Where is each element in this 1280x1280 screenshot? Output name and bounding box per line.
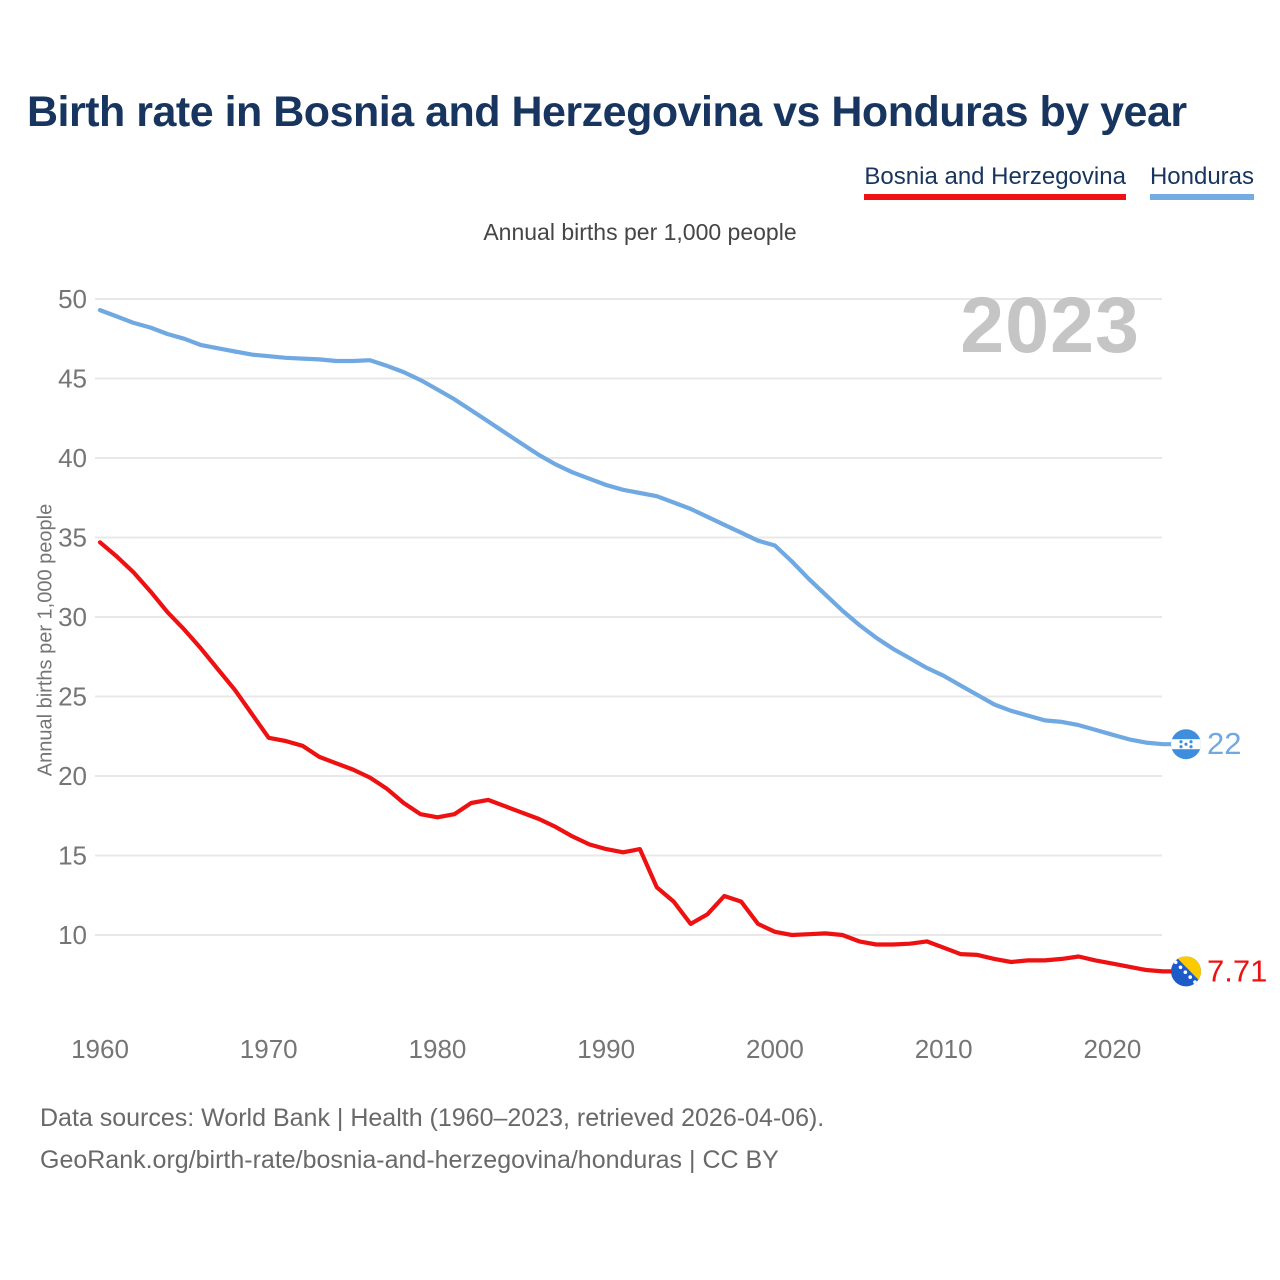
x-tick-label: 2010 — [914, 1034, 973, 1064]
x-tick-label: 1990 — [577, 1034, 636, 1064]
x-tick-label: 2000 — [745, 1034, 804, 1064]
legend-item-bosnia[interactable]: Bosnia and Herzegovina — [864, 163, 1126, 200]
y-tick-label: 30 — [58, 602, 87, 632]
footer-attribution: GeoRank.org/birth-rate/bosnia-and-herzegovina/honduras | CC BY — [40, 1146, 779, 1174]
footer-data-sources: Data sources: World Bank | Health (1960–2023, retrieved 2026-04-06). — [40, 1104, 825, 1132]
y-axis-label: Annual births per 1,000 people — [34, 503, 57, 777]
chart-subtitle: Annual births per 1,000 people — [483, 219, 797, 245]
honduras-flag-icon — [1171, 729, 1201, 759]
legend-item-honduras[interactable]: Honduras — [1150, 163, 1254, 200]
series-line-honduras — [100, 310, 1171, 744]
y-tick-label: 20 — [58, 761, 87, 791]
y-tick-label: 40 — [58, 443, 87, 473]
page-title: Birth rate in Bosnia and Herzegovina vs Honduras by year — [27, 88, 1187, 136]
y-tick-label: 10 — [58, 920, 87, 950]
bosnia-end-value: 7.71 — [1207, 953, 1268, 989]
series-line-bosnia — [100, 542, 1171, 971]
honduras-end-value: 22 — [1207, 726, 1242, 762]
bosnia-flag-icon — [1171, 956, 1201, 986]
y-tick-label: 25 — [58, 681, 87, 712]
x-tick-label: 1980 — [408, 1034, 467, 1064]
x-tick-label: 1960 — [71, 1034, 129, 1064]
x-tick-label: 2020 — [1083, 1034, 1142, 1064]
year-watermark: 2023 — [960, 280, 1140, 369]
y-tick-label: 35 — [58, 522, 87, 553]
y-tick-label: 15 — [58, 840, 87, 871]
y-tick-label: 45 — [58, 363, 87, 394]
y-tick-label: 50 — [58, 284, 87, 314]
x-tick-label: 1970 — [239, 1034, 298, 1064]
